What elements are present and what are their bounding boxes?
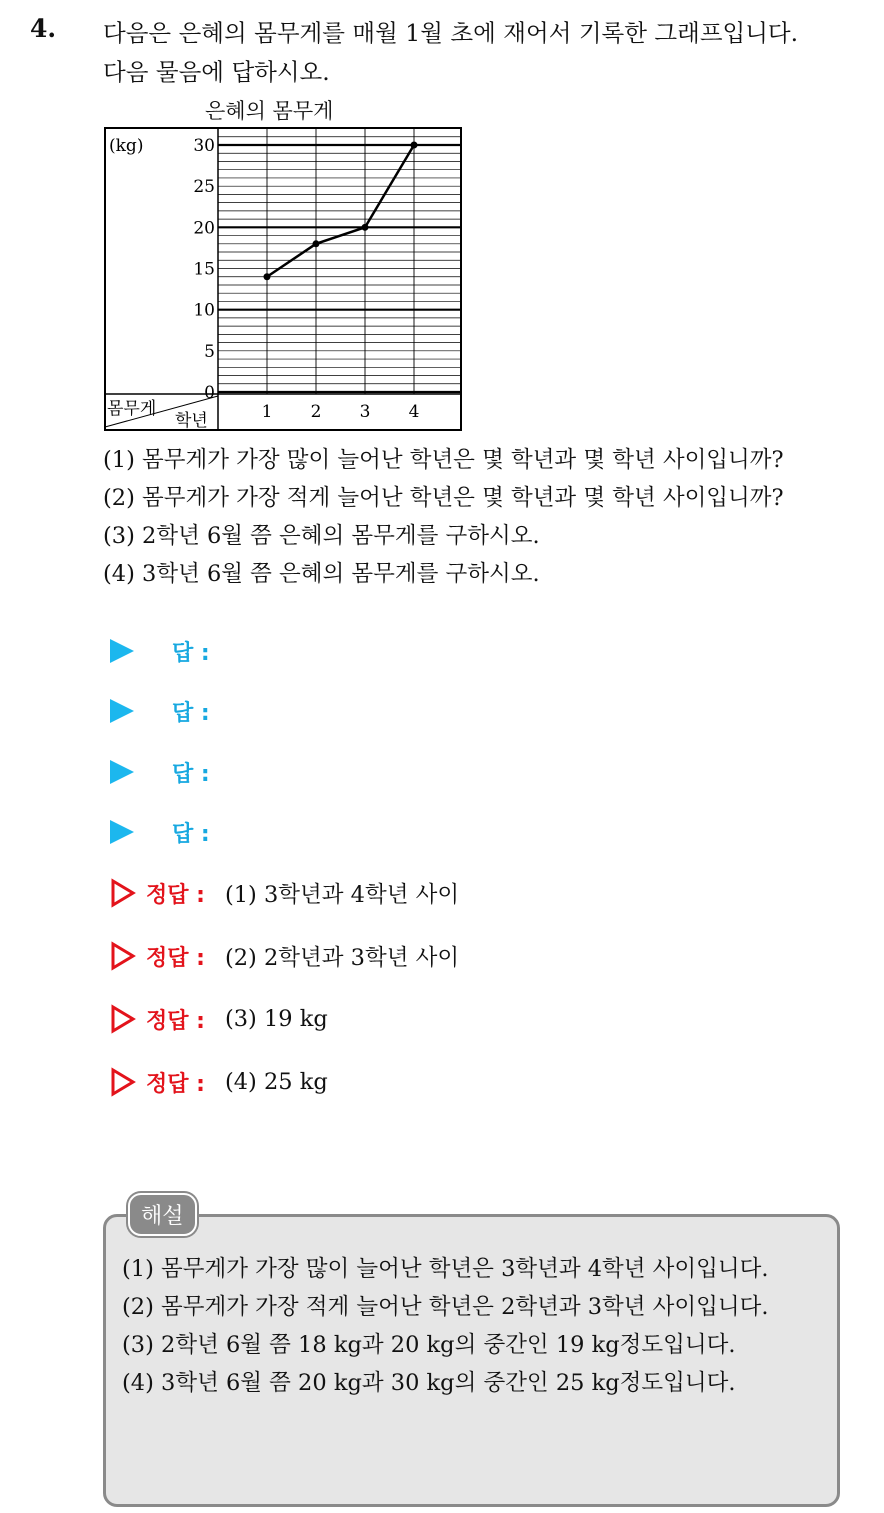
weight-line-chart [103,126,463,432]
correct-answer-row-4 [110,1065,328,1099]
y-tick-label: 10 [193,300,215,321]
explanation-text [122,1250,827,1402]
corner-label-weight: 몸무게 [107,399,157,419]
explanation-tag: 해설 [128,1193,197,1236]
y-tick-label: 30 [193,136,215,156]
sub-question-1: (1) 몸무게가 가장 많이 늘어난 학년은 몇 학년과 몇 학년 사이입니까? [103,447,784,473]
answer-row-1[interactable] [110,636,210,666]
answer-label: 답 : [172,821,210,847]
y-tick-label: 15 [193,259,215,280]
answer-label: 답 : [172,761,210,787]
play-arrow-icon [110,820,134,844]
correct-answer-text: (4) 25 kg [224,1069,328,1095]
answer-label: 답 : [172,640,210,666]
explanation-line-4: (4) 3학년 6월 쯤 20 kg과 30 kg의 중간인 25 kg정도입니다. [122,1370,736,1396]
x-tick-label: 2 [310,402,322,422]
explanation-line-2: (2) 몸무게가 가장 적게 늘어난 학년은 2학년과 3학년 사이입니다. [122,1294,769,1320]
sub-question-4: (4) 3학년 6월 쯤 은혜의 몸무게를 구하시오. [103,561,540,587]
correct-label: 정답 : [146,1008,205,1034]
outline-triangle-icon [110,878,136,908]
y-tick-label: 0 [204,383,215,403]
answer-row-4[interactable] [110,817,210,847]
correct-label: 정답 : [146,945,205,971]
question-number: 4. [30,14,57,43]
play-arrow-icon [110,639,134,663]
play-arrow-icon [110,699,134,723]
outline-triangle-icon [110,1004,136,1034]
chart-frame [105,128,461,430]
question-text [103,14,798,92]
question-text-line-2: 다음 물음에 답하시오. [103,58,330,86]
correct-answer-text: (2) 2학년과 3학년 사이 [224,945,460,971]
correct-answer-text: (1) 3학년과 4학년 사이 [224,882,460,908]
correct-answer-row-2 [110,939,459,973]
x-tick-label: 1 [261,402,273,422]
sub-question-3: (3) 2학년 6월 쯤 은혜의 몸무게를 구하시오. [103,523,540,549]
correct-label: 정답 : [146,882,205,908]
data-point [313,240,320,247]
explanation-line-3: (3) 2학년 6월 쯤 18 kg과 20 kg의 중간인 19 kg정도입니다. [122,1332,736,1358]
sub-question-2: (2) 몸무게가 가장 적게 늘어난 학년은 몇 학년과 몇 학년 사이입니까? [103,485,784,511]
question-text-line-1: 다음은 은혜의 몸무게를 매월 1월 초에 재어서 기록한 그래프입니다. [103,19,799,47]
y-tick-label: 20 [193,218,215,239]
y-tick-label: 5 [204,341,215,362]
correct-label: 정답 : [146,1071,205,1097]
chart-title: 은혜의 몸무게 [205,99,334,123]
outline-triangle-icon [110,941,136,971]
data-point [264,273,271,280]
x-tick-label: 4 [408,402,420,422]
x-tick-label: 3 [359,402,371,422]
correct-answer-row-1 [110,876,459,910]
answer-label: 답 : [172,700,210,726]
play-arrow-icon [110,760,134,784]
answer-row-2[interactable] [110,696,210,726]
correct-answer-row-3 [110,1002,328,1036]
correct-answer-text: (3) 19 kg [224,1006,328,1032]
explanation-line-1: (1) 몸무게가 가장 많이 늘어난 학년은 3학년과 4학년 사이입니다. [122,1256,769,1282]
answer-row-3[interactable] [110,757,210,787]
y-tick-label: 25 [193,177,215,198]
data-point [362,224,369,231]
corner-label-grade: 학년 [175,411,208,431]
data-point [411,142,418,149]
y-unit-label: (kg) [109,136,144,156]
outline-triangle-icon [110,1067,136,1097]
